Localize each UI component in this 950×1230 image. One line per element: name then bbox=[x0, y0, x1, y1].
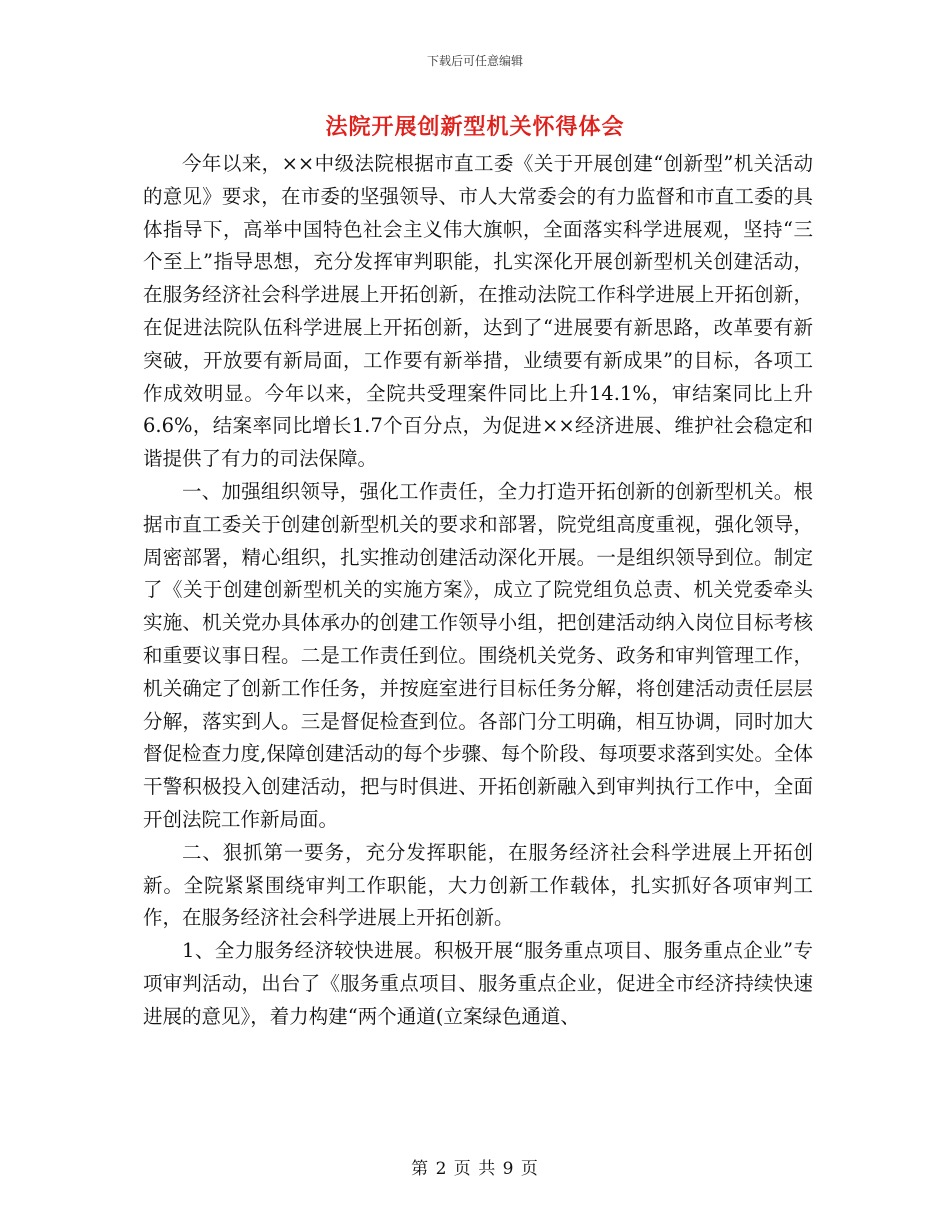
paragraph: 二、狠抓第一要务，充分发挥职能，在服务经济社会科学进展上开拓创新。全院紧紧围绕审判工作职能，大力创新工作载体，扎实抓好各项审判工作，在服务经济社会科学进展上开拓创新。 bbox=[143, 840, 813, 930]
page-number-footer: 第 2 页 共 9 页 bbox=[411, 1159, 539, 1179]
document-body bbox=[143, 148, 813, 1034]
paragraph: 1、全力服务经济较快进展。积极开展“服务重点项目、服务重点企业”专项审判活动，出台了《服务重点项目、服务重点企业，促进全市经济持续快速进展的意见》，着力构建“两个通道(立案绿色通道、 bbox=[143, 939, 813, 1028]
header-note: 下载后可任意编辑 bbox=[426, 54, 523, 68]
paragraph: 一、加强组织领导，强化工作责任，全力打造开拓创新的创新型机关。根据市直工委关于创建创新型机关的要求和部署，院党组高度重视，强化领导，周密部署，精心组织，扎实推动创建活动深化开展。一是组织领导到位。制定了《关于创建创新型机关的实施方案》，成立了院党组负总责、机关党委牵头实施、机关党办具体承办的创建工作领导小组，把创建活动纳入岗位目标考核和重要议事日程。二是工作责任到位。围绕机关党务、政务和审判管理工作，机关确定了创新工作任务，并按庭室进行目标任务分解，将创建活动责任层层分解，落实到人。三是督促检查到位。各部门分工明确，相互协调，同时加大督促检查力度,保障创建活动的每个步骤、每个阶段、每项要求落到实处。全体干警积极投入创建活动，把与时俱进、开拓创新融入到审判执行工作中，全面开创法院工作新局面。 bbox=[143, 479, 813, 831]
document-title: 法院开展创新型机关怀得体会 bbox=[325, 115, 625, 140]
paragraph: 今年以来，××中级法院根据市直工委《关于开展创建“创新型”机关活动的意见》要求，在市委的坚强领导、市人大常委会的有力监督和市直工委的具体指导下，高举中国特色社会主义伟大旗帜，全面落实科学进展观，坚持“三个至上”指导思想，充分发挥审判职能，扎实深化开展创新型机关创建活动，在服务经济社会科学进展上开拓创新，在推动法院工作科学进展上开拓创新，在促进法院队伍科学进展上开拓创新，达到了“进展要有新思路，改革要有新突破，开放要有新局面，工作要有新举措，业绩要有新成果”的目标，各项工作成效明显。今年以来，全院共受理案件同比上升14.1%，审结案同比上升6.6%，结案率同比增长1.7个百分点，为促进××经济进展、维护社会稳定和谐提供了有力的司法保障。 bbox=[143, 152, 813, 471]
